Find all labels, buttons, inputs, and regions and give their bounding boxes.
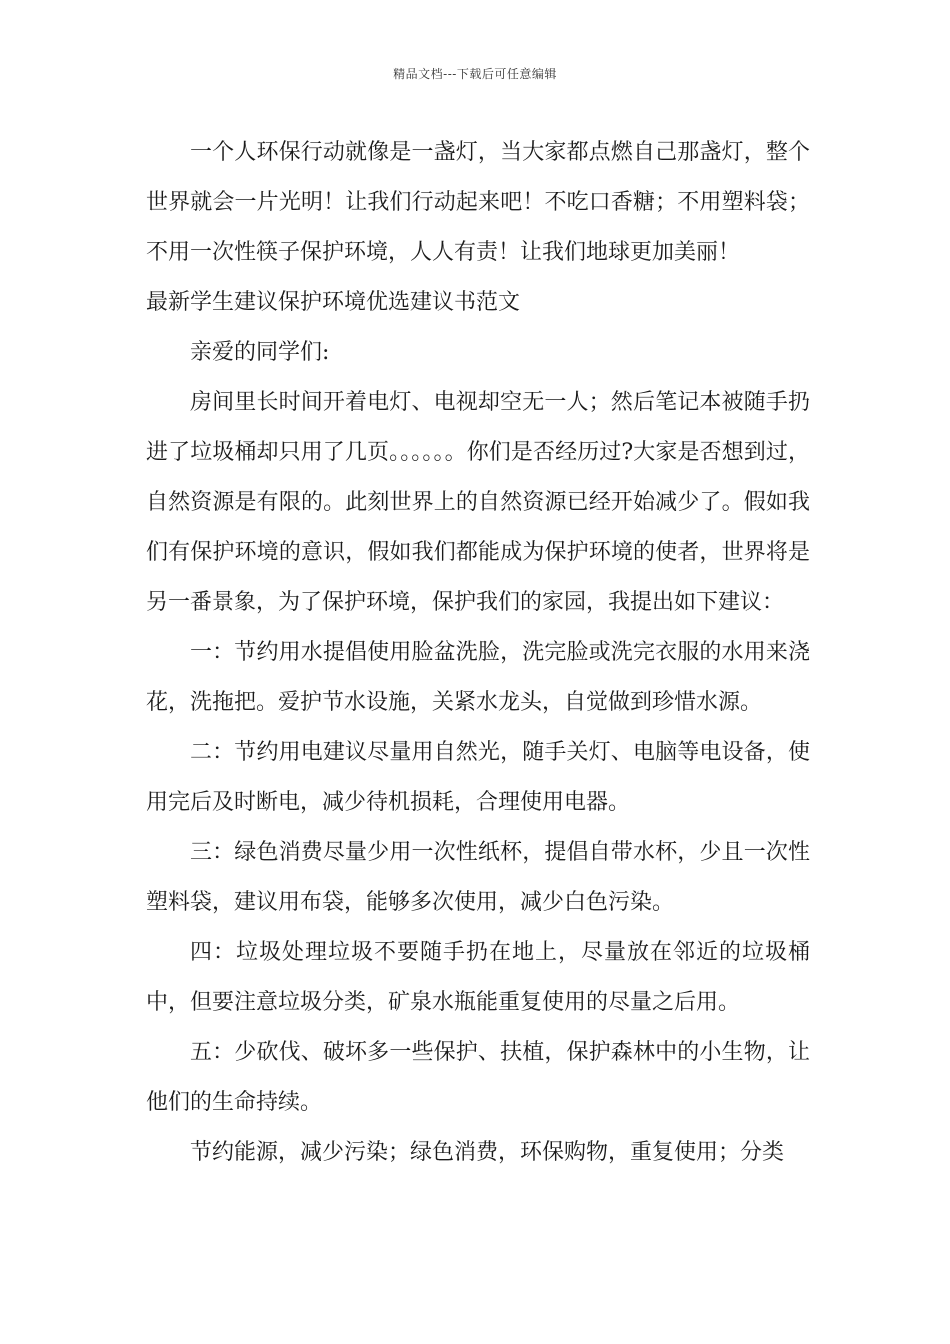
salutation: 亲爱的同学们:	[190, 340, 330, 365]
paragraph-suggestion-3: 三：绿色消费尽量少用一次性纸杯，提倡自带水杯，少且一次性塑料袋，建议用布袋，能够多次使用，减少白色污染。	[146, 840, 810, 915]
document-body	[146, 128, 810, 1178]
paragraph-suggestion-1: 一：节约用水提倡使用脸盆洗脸，洗完脸或洗完衣服的水用来浇花，洗拖把。爱护节水设施，关紧水龙头，自觉做到珍惜水源。	[146, 640, 810, 715]
article-title: 最新学生建议保护环境优选建议书范文	[146, 290, 521, 315]
paragraph-closing-appeal: 一个人环保行动就像是一盏灯，当大家都点燃自己那盏灯，整个世界就会一片光明！让我们行动起来吧！不吃口香糖；不用塑料袋；不用一次性筷子保护环境，人人有责！让我们地球更加美丽！	[146, 140, 810, 265]
paragraph-suggestion-5: 五：少砍伐、破坏多一些保护、扶植，保护森林中的小生物，让他们的生命持续。	[146, 1040, 810, 1115]
paragraph-introduction: 房间里长时间开着电灯、电视却空无一人；然后笔记本被随手扔进了垃圾桶却只用了几页。。。。。。你们是否经历过?大家是否想到过，自然资源是有限的。此刻世界上的自然资源已经开始减少了。假如我们有保护环境的意识，假如我们都能成为保护环境的使者，世界将是另一番景象，为了保护环境，保护我们的家园，我提出如下建议：	[146, 390, 810, 615]
page-header: 精品文档---下载后可任意编辑	[393, 67, 557, 81]
paragraph-suggestion-2: 二：节约用电建议尽量用自然光，随手关灯、电脑等电设备，使用完后及时断电，减少待机损耗，合理使用电器。	[146, 740, 810, 815]
paragraph-suggestion-4: 四：垃圾处理垃圾不要随手扔在地上，尽量放在邻近的垃圾桶中，但要注意垃圾分类，矿泉水瓶能重复使用的尽量之后用。	[146, 940, 810, 1015]
paragraph-summary: 节约能源，减少污染；绿色消费，环保购物，重复使用；分类	[190, 1140, 785, 1165]
